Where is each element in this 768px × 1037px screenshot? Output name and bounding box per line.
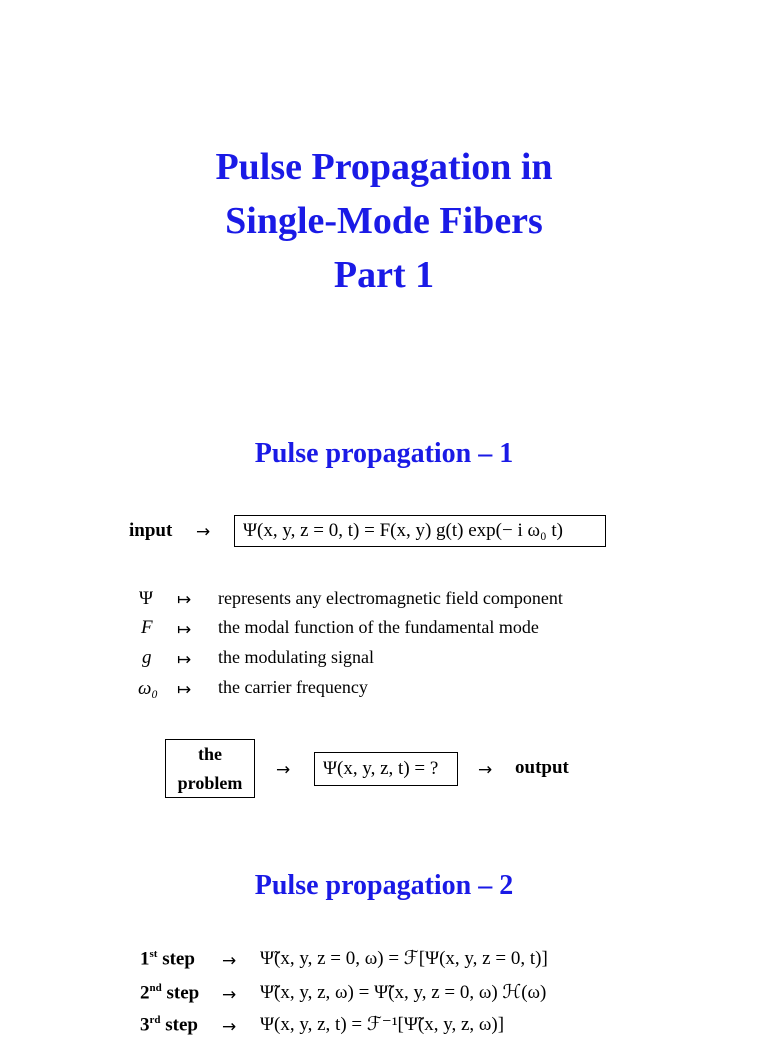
step-equation: Ψ(x, y, z, t) = ℱ⁻¹[Ψ̃(x, y, z, ω)] xyxy=(260,1014,505,1035)
section-1-heading: Pulse propagation – 1 xyxy=(254,438,514,469)
step-arrow: → xyxy=(222,985,237,1005)
input-arrow: → xyxy=(196,522,211,542)
definition-symbol: F xyxy=(141,617,153,638)
output-label: output xyxy=(515,757,569,778)
title-line-2: Single-Mode Fibers xyxy=(225,200,543,242)
problem-label-line-1: the xyxy=(198,744,222,764)
title-line-1: Pulse Propagation in xyxy=(215,146,553,188)
definition-text: the modulating signal xyxy=(218,647,374,667)
step-arrow: → xyxy=(222,951,237,971)
step-equation: Ψ̃(x, y, z, ω) = Ψ̃(x, y, z = 0, ω) ℋ(ω) xyxy=(260,982,547,1003)
page-title xyxy=(0,140,768,302)
problem-arrow: → xyxy=(276,760,291,780)
title-line-3: Part 1 xyxy=(333,254,435,296)
mapsto-icon: ↦ xyxy=(177,590,192,610)
mapsto-icon: ↦ xyxy=(177,620,192,640)
definition-symbol: Ψ xyxy=(139,588,154,609)
section-2-heading: Pulse propagation – 2 xyxy=(254,870,514,901)
definition-text: the modal function of the fundamental mode xyxy=(218,617,539,637)
problem-label-line-2: problem xyxy=(177,773,243,793)
input-label: input xyxy=(129,520,173,541)
step-label: 1st step xyxy=(140,948,195,970)
definition-text: represents any electromagnetic field component xyxy=(218,588,563,608)
mapsto-icon: ↦ xyxy=(177,680,192,700)
problem-equation: Ψ(x, y, z, t) = ? xyxy=(323,758,439,779)
step-label: 2nd step xyxy=(140,982,200,1004)
input-equation-box xyxy=(234,515,606,547)
definition-symbol: ω₀ xyxy=(138,678,159,699)
definition-symbol: g xyxy=(142,647,152,668)
mapsto-icon: ↦ xyxy=(177,650,192,670)
step-equation: Ψ̃(x, y, z = 0, ω) = ℱ[Ψ(x, y, z = 0, t)] xyxy=(260,948,548,969)
problem-box xyxy=(165,739,255,798)
problem-equation-box xyxy=(314,752,458,786)
input-equation: Ψ(x, y, z = 0, t) = F(x, y) g(t) exp(− i ω₀ t) xyxy=(243,520,563,541)
step-arrow: → xyxy=(222,1017,237,1037)
definition-text: the carrier frequency xyxy=(218,677,368,697)
output-arrow: → xyxy=(478,760,493,780)
step-label: 3rd step xyxy=(140,1014,198,1036)
